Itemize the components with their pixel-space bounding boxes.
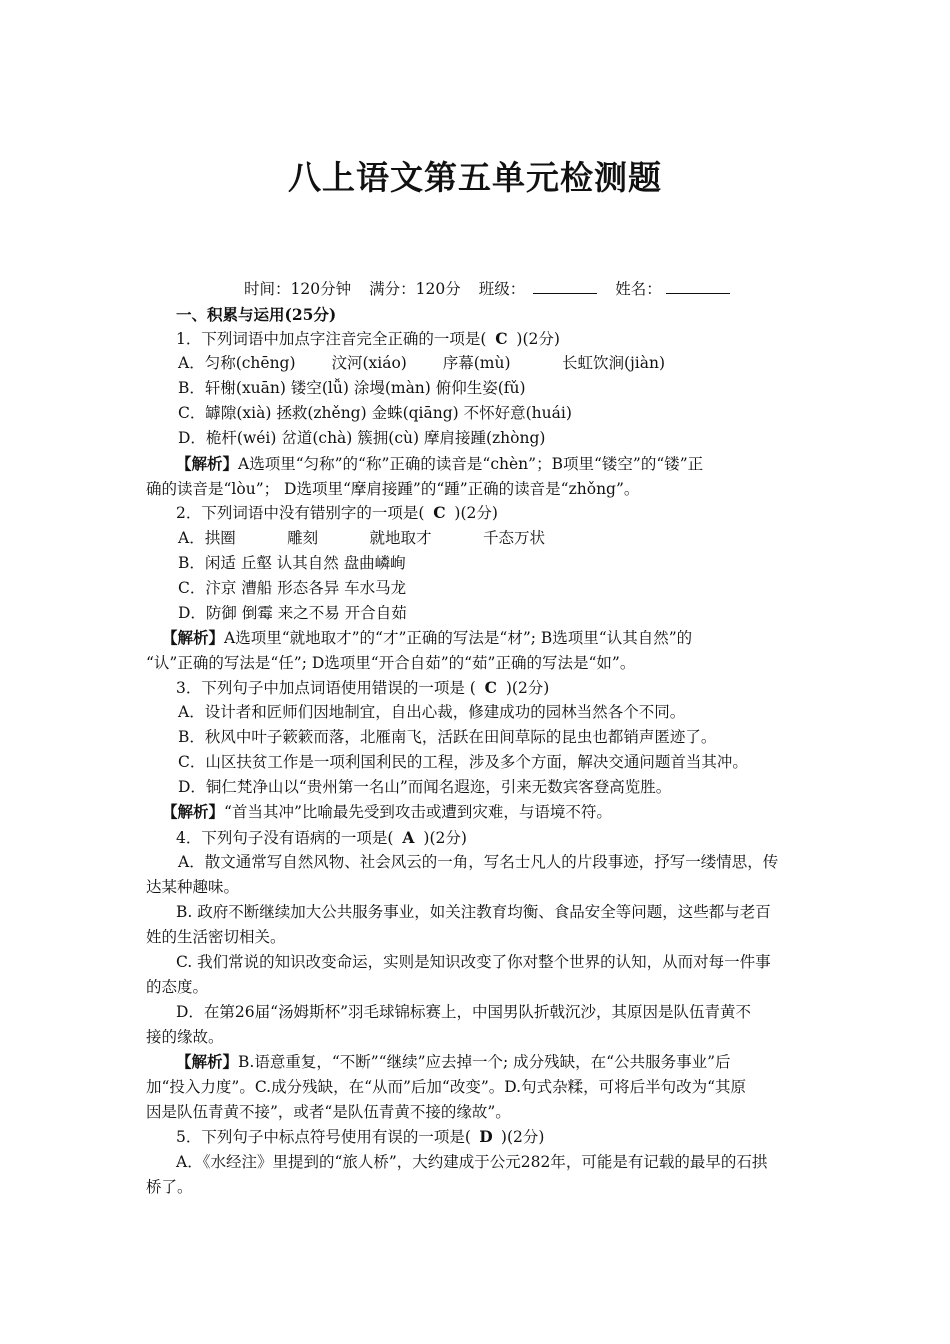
class-blank[interactable] (533, 279, 597, 294)
answer-5: D (479, 1127, 493, 1146)
exam-score: 满分：120分 (369, 280, 461, 298)
q4-option-d-cont: 接的缘故。 (146, 1028, 224, 1046)
q3-option-b: B．秋风中叶子簌簌而落，北雁南飞，活跃在田间草际的昆虫也都销声匿迹了。 (178, 728, 717, 746)
q4-option-c: C. 我们常说的知识改变命运，实则是知识改变了你对整个世界的认知，从而对每一件事 (176, 953, 771, 971)
q4-option-d: D．在第26届“汤姆斯杯”羽毛球锦标赛上，中国男队折戟沉沙，其原因是队伍青黄不 (176, 1003, 752, 1021)
q4-option-b-cont: 姓的生活密切相关。 (146, 928, 286, 946)
q1-option-d: D．桅杆(wéi) 岔道(chà) 簇拥(cù) 摩肩接踵(zhòng) (178, 429, 546, 447)
exam-info (244, 278, 730, 300)
q4-option-c-cont: 的态度。 (146, 978, 209, 996)
q3-option-c: C．山区扶贫工作是一项利国利民的工程，涉及多个方面，解决交通问题首当其冲。 (178, 753, 748, 771)
q4-option-b: B. 政府不断继续加大公共服务事业，如关注教育均衡、食品安全等问题，这些都与老百 (176, 903, 771, 921)
q2-option-c: C．汴京 漕船 形态各异 车水马龙 (178, 579, 407, 597)
q2-analysis-cont: “认”正确的写法是“任”; D选项里“开合自茹”的“茹”正确的写法是“如”。 (146, 654, 636, 672)
name-blank[interactable] (666, 279, 730, 294)
question-4-stem: 4．下列句子没有语病的一项是( A )(2分) (176, 828, 467, 847)
question-1-stem: 1．下列词语中加点字注音完全正确的一项是( C )(2分) (176, 329, 560, 348)
q4-analysis-cont: 加“投入力度”。C.成分残缺，在“从而”后加“改变”。D.句式杂糅，可将后半句改为“其原 (146, 1078, 747, 1096)
q4-analysis-cont-2: 因是队伍青黄不接”，或者“是队伍青黄不接的缘故”。 (146, 1103, 511, 1121)
q4-option-a: A．散文通常写自然风物、社会风云的一角，写名士凡人的片段事迹，抒写一缕情思，传 (178, 853, 779, 871)
q5-option-a: A．《水经注》里提到的“旅人桥”，大约建成于公元282年，可能是有记载的最早的石拱 (176, 1153, 768, 1171)
q2-analysis: 【解析】A选项里“就地取才”的“才”正确的写法是“材”; B选项里“认其自然”的 (162, 628, 693, 647)
name-label: 姓名： (615, 280, 662, 298)
q1-option-c: C．罅隙(xià) 拯救(zhěng) 金蛛(qiāng) 不怀好意(huái) (178, 404, 572, 422)
exam-time: 时间：120分钟 (244, 280, 352, 298)
q5-option-a-cont: 桥了。 (146, 1178, 193, 1196)
question-5-stem: 5．下列句子中标点符号使用有误的一项是( D )(2分) (176, 1127, 545, 1146)
class-label: 班级： (478, 280, 526, 298)
section-heading: 一、积累与运用(25分) (176, 305, 337, 324)
answer-1: C (495, 329, 508, 348)
q3-option-a: A．设计者和匠师们因地制宜，自出心裁，修建成功的园林当然各个不同。 (178, 703, 686, 721)
q2-option-b: B．闲适 丘壑 认其自然 盘曲嶙峋 (178, 554, 406, 572)
answer-2: C (433, 503, 446, 522)
page-title: 八上语文第五单元检测题 (288, 158, 662, 197)
q1-analysis: 【解析】A选项里“匀称”的“称”正确的读音是“chèn”；B项里“镂空”的“镂”正 (176, 454, 704, 473)
q1-option-a: A．匀称(chēng) 汶河(xiáo) 序幕(mù) 长虹饮涧(jiàn) (178, 354, 666, 372)
q1-option-b: B．轩榭(xuān) 镂空(lǚ) 涂墁(màn) 俯仰生姿(fǔ) (178, 379, 526, 397)
q2-option-d: D．防御 倒霉 来之不易 开合自茹 (178, 604, 407, 622)
question-3-stem: 3．下列句子中加点词语使用错误的一项是 ( C )(2分) (176, 678, 550, 697)
answer-3: C (484, 678, 498, 697)
answer-4: A (402, 828, 415, 847)
question-2-stem: 2．下列词语中没有错别字的一项是( C )(2分) (176, 503, 498, 522)
q2-option-a: A．拱圈 雕刻 就地取才 千态万状 (178, 529, 545, 547)
q4-analysis: 【解析】B.语意重复，“不断”“继续”应去掉一个; 成分残缺，在“公共服务事业”后 (176, 1052, 731, 1071)
q4-option-a-cont: 达某种趣味。 (146, 878, 240, 896)
q3-analysis: 【解析】“首当其冲”比喻最先受到攻击或遭到灾难，与语境不符。 (162, 802, 612, 821)
q3-option-d: D．铜仁梵净山以“贵州第一名山”而闻名遐迩，引来无数宾客登高览胜。 (178, 778, 672, 796)
q1-analysis-cont: 确的读音是“lòu”； D选项里“摩肩接踵”的“踵”正确的读音是“zhǒng”。 (146, 480, 640, 498)
